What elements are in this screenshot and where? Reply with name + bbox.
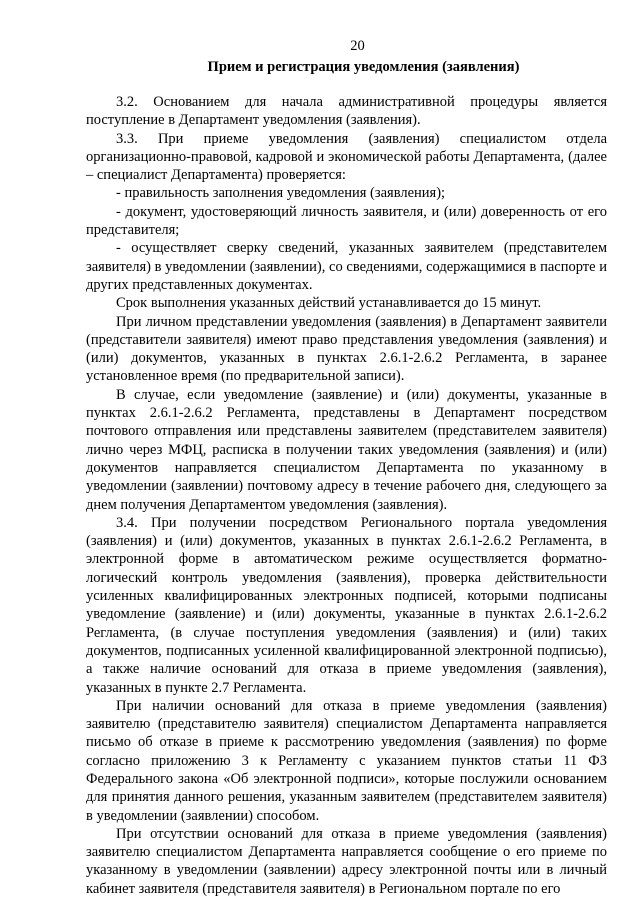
paragraph-refusal: При наличии оснований для отказа в приеме уведомления (заявления) заявителю (представителю заявителя) специалистом Департамента направляется письмо об отказе в приеме к рассмотрению уведомления (заявления) по форме согласно приложению 3 к Регламенту с указанием пунктов статьи 11 ФЗ Федерального закона «Об электронной подписи», которые послужили основанием для принятия данного решения, указанным заявителем (представителем заявителя) в уведомлении (заявлении) способом. bbox=[86, 697, 607, 824]
list-item-filling-check: - правильность заполнения уведомления (заявления); bbox=[116, 185, 446, 202]
paragraph-3-3: 3.3. При приеме уведомления (заявления) специалистом отдела организационно-правовой, кадровой и экономической работы Департамента, (далее – специалист Департамента) проверяется: bbox=[86, 130, 607, 184]
list-item-data-verification: - осуществляет сверку сведений, указанных заявителем (представителем заявителя) в уведомлении (заявлении), со сведениями, содержащимися в паспорте и других представленных документах. bbox=[86, 240, 607, 293]
document-body bbox=[86, 93, 607, 898]
paragraph-acceptance: При отсутствии оснований для отказа в приеме уведомления (заявления) заявителю специалистом Департамента направляется сообщение о его приеме по указанному в уведомлении (заявлении) адресу электронной почты или в личный кабинет заявителя (представителя заявителя) в Региональном портале по его bbox=[86, 825, 607, 897]
paragraph-3-4: 3.4. При получении посредством Регионального портала уведомления (заявления) и (или) документов, указанных в пунктах 2.6.1-2.6.2 Регламента, в электронной форме в автоматическом режиме осуществляется форматно-логический контроль уведомления (заявления), проверка действительности усиленных квалифицированных электронных подписей, которыми подписаны уведомление (заявление) и (или) документы, указанные в пунктах 2.6.1-2.6.2 Регламента, (в случае поступления уведомления (заявления) и (или) таких документов, подписанных усиленной квалифицированной электронной подписью), а также наличие оснований для отказа в приеме уведомления (заявления), указанных в пункте 2.7 Регламента. bbox=[86, 514, 607, 696]
paragraph-time-limit: Срок выполнения указанных действий устанавливается до 15 минут. bbox=[116, 295, 542, 312]
paragraph-postal-submission: В случае, если уведомление (заявление) и (или) документы, указанные в пунктах 2.6.1-2.6.2 Регламента, представлены в Департамент посредством почтового отправления или представлены заявителем (представителем заявителя) лично через МФЦ, расписка в получении таких уведомления (заявления) и (или) документов направляется специалистом Департамента по указанному в уведомлении (заявлении) почтовому адресу в течение рабочего дня, следующего за днем получения Департаментом уведомления (заявления). bbox=[86, 386, 607, 513]
list-item-identity-document: - документ, удостоверяющий личность заявителя, и (или) доверенность от его представителя; bbox=[86, 203, 607, 239]
section-title: Прием и регистрация уведомления (заявления) bbox=[207, 59, 520, 75]
paragraph-3-2: 3.2. Основанием для начала административной процедуры является поступление в Департамент уведомления (заявления). bbox=[86, 94, 607, 129]
paragraph-personal-submission: При личном представлении уведомления (заявления) в Департамент заявители (представители заявителя) имеют право представления уведомления (заявления) и (или) документов, указанных в пунктах 2.6.1-2.6.2 Регламента, в заранее установленное время (по предварительной записи). bbox=[86, 313, 607, 385]
page-number: 20 bbox=[350, 38, 365, 54]
